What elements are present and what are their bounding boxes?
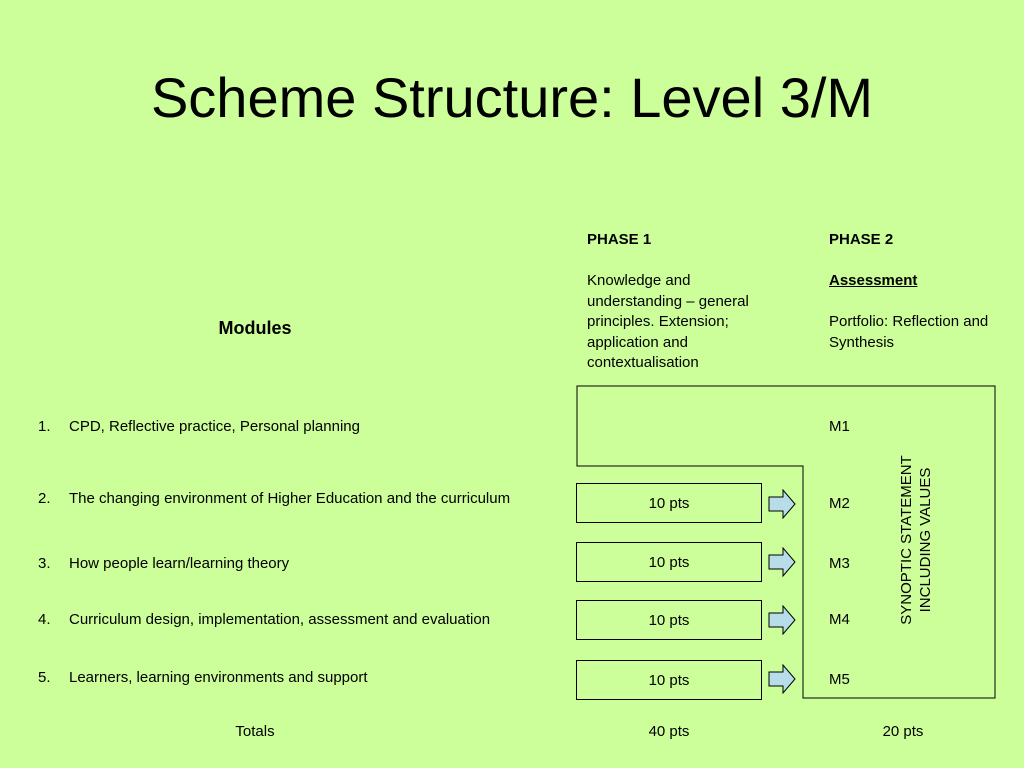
module-name: The changing environment of Higher Education and the curriculum (69, 490, 511, 507)
module-number: 2. (38, 490, 51, 507)
module-number: 4. (38, 611, 51, 628)
module-points: 10 pts (648, 671, 690, 689)
module-points-box (576, 542, 762, 582)
module-number: 5. (38, 669, 51, 686)
module-code: M5 (829, 671, 850, 688)
synoptic-line-1: SYNOPTIC STATEMENT (898, 455, 915, 625)
module-name: Learners, learning environments and support (69, 669, 368, 686)
phase1-heading: PHASE 1 (587, 231, 652, 248)
module-points-box (576, 660, 762, 700)
right-arrow-icon (768, 489, 796, 519)
totals-phase1: 40 pts (648, 723, 690, 740)
totals-phase2: 20 pts (882, 723, 924, 740)
modules-heading: Modules (218, 318, 292, 338)
right-arrow-icon (768, 664, 796, 694)
phase2-subheading: Assessment (829, 272, 918, 289)
module-name: Curriculum design, implementation, assessment and evaluation (69, 611, 491, 628)
module-points: 10 pts (648, 553, 690, 571)
right-arrow-icon (768, 547, 796, 577)
module-code: M1 (829, 418, 850, 435)
module-points-box (576, 483, 762, 523)
phase2-description: Portfolio: Reflection and Synthesis (829, 313, 989, 351)
synoptic-statement (897, 410, 947, 670)
right-arrow-icon (768, 605, 796, 635)
phase1-description: Knowledge and understanding – general principles. Extension; application and contextualisation (587, 272, 749, 371)
module-name: How people learn/learning theory (69, 555, 290, 572)
module-points: 10 pts (648, 494, 690, 512)
module-points: 10 pts (648, 611, 690, 629)
module-code: M4 (829, 611, 850, 628)
module-code: M3 (829, 555, 850, 572)
module-code: M2 (829, 495, 850, 512)
module-number: 3. (38, 555, 51, 572)
module-number: 1. (38, 418, 51, 435)
module-name: CPD, Reflective practice, Personal planning (69, 418, 360, 435)
phase2-heading: PHASE 2 (829, 231, 894, 248)
module-points-box (576, 600, 762, 640)
totals-label: Totals (235, 723, 275, 740)
slide-title: Scheme Structure: Level 3/M (150, 66, 874, 129)
synoptic-line-2: INCLUDING VALUES (917, 467, 934, 613)
